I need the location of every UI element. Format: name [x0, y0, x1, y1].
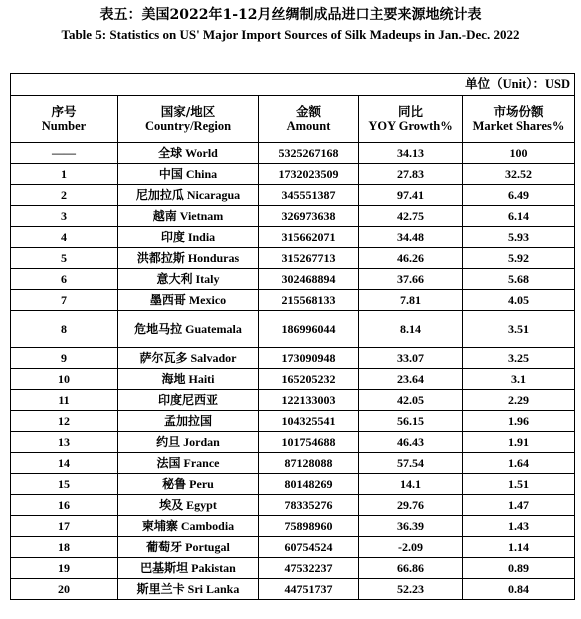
- cell-number: 11: [11, 390, 118, 411]
- table-row: [11, 369, 575, 390]
- cell-yoy-growth: 57.54: [359, 453, 463, 474]
- cell-country: 巴基斯坦 Pakistan: [118, 558, 259, 579]
- cell-yoy-growth: -2.09: [359, 537, 463, 558]
- header-share-en: Market Shares%: [472, 119, 565, 133]
- table-row: [11, 269, 575, 290]
- cell-market-share: 5.68: [463, 269, 575, 290]
- cell-amount: 60754524: [259, 537, 359, 558]
- cell-yoy-growth: 29.76: [359, 495, 463, 516]
- cell-country: 越南 Vietnam: [118, 206, 259, 227]
- header-yoy-en: YOY Growth%: [368, 119, 453, 133]
- cell-amount: 104325541: [259, 411, 359, 432]
- cell-country: 秘鲁 Peru: [118, 474, 259, 495]
- table-row: [11, 290, 575, 311]
- cell-number: 7: [11, 290, 118, 311]
- cell-market-share: 100: [463, 143, 575, 164]
- header-country-en: Country/Region: [144, 119, 232, 133]
- header-amount-en: Amount: [286, 119, 331, 133]
- cell-yoy-growth: 27.83: [359, 164, 463, 185]
- cell-market-share: 6.49: [463, 185, 575, 206]
- cell-amount: 101754688: [259, 432, 359, 453]
- header-share: [463, 96, 575, 143]
- table-row: [11, 164, 575, 185]
- cell-number: 8: [11, 311, 118, 348]
- header-yoy-cn: 同比: [397, 104, 423, 119]
- cell-country: 约旦 Jordan: [118, 432, 259, 453]
- table-row: [11, 579, 575, 600]
- cell-market-share: 1.14: [463, 537, 575, 558]
- cell-yoy-growth: 14.1: [359, 474, 463, 495]
- cell-market-share: 3.25: [463, 348, 575, 369]
- cell-amount: 326973638: [259, 206, 359, 227]
- cell-amount: 315662071: [259, 227, 359, 248]
- cell-country: 印度尼西亚: [118, 390, 259, 411]
- cell-country: 萨尔瓦多 Salvador: [118, 348, 259, 369]
- table-row: [11, 495, 575, 516]
- cell-country: 孟加拉国: [118, 411, 259, 432]
- cell-yoy-growth: 46.26: [359, 248, 463, 269]
- cell-country: 印度 India: [118, 227, 259, 248]
- table-row: [11, 411, 575, 432]
- table-row: [11, 206, 575, 227]
- cell-amount: 173090948: [259, 348, 359, 369]
- cell-yoy-growth: 42.05: [359, 390, 463, 411]
- cell-country: 海地 Haiti: [118, 369, 259, 390]
- unit-row: [11, 74, 575, 96]
- cell-amount: 5325267168: [259, 143, 359, 164]
- cell-number: 15: [11, 474, 118, 495]
- cell-amount: 302468894: [259, 269, 359, 290]
- table-row: [11, 432, 575, 453]
- import-sources-table: [10, 73, 575, 600]
- table-row: [11, 248, 575, 269]
- cell-number: 9: [11, 348, 118, 369]
- cell-number: 2: [11, 185, 118, 206]
- cell-market-share: 1.64: [463, 453, 575, 474]
- cell-market-share: 1.43: [463, 516, 575, 537]
- header-amount: [259, 96, 359, 143]
- cell-market-share: 3.1: [463, 369, 575, 390]
- cell-market-share: 0.89: [463, 558, 575, 579]
- header-share-cn: 市场份额: [493, 104, 544, 119]
- cell-number: 14: [11, 453, 118, 474]
- table-row: [11, 474, 575, 495]
- header-country-cn: 国家/地区: [160, 104, 216, 119]
- cell-market-share: 1.91: [463, 432, 575, 453]
- cell-yoy-growth: 23.64: [359, 369, 463, 390]
- cell-yoy-growth: 42.75: [359, 206, 463, 227]
- table-row: [11, 558, 575, 579]
- header-number: [11, 96, 118, 143]
- cell-amount: 215568133: [259, 290, 359, 311]
- cell-yoy-growth: 56.15: [359, 411, 463, 432]
- cell-number: 4: [11, 227, 118, 248]
- cell-amount: 345551387: [259, 185, 359, 206]
- unit-label: 单位（Unit）：USD: [11, 74, 575, 96]
- table-title-english: Table 5: Statistics on US' Major Import Sources of Silk Madeups in Jan.-Dec. 2022: [61, 27, 520, 42]
- cell-country: 斯里兰卡 Sri Lanka: [118, 579, 259, 600]
- cell-amount: 47532237: [259, 558, 359, 579]
- cell-amount: 165205232: [259, 369, 359, 390]
- cell-country: 尼加拉瓜 Nicaragua: [118, 185, 259, 206]
- table-row: [11, 311, 575, 348]
- cell-amount: 44751737: [259, 579, 359, 600]
- cell-yoy-growth: 34.48: [359, 227, 463, 248]
- table-row: [11, 390, 575, 411]
- cell-number: 17: [11, 516, 118, 537]
- cell-market-share: 1.96: [463, 411, 575, 432]
- cell-number: 10: [11, 369, 118, 390]
- table-row: [11, 185, 575, 206]
- cell-amount: 186996044: [259, 311, 359, 348]
- cell-yoy-growth: 33.07: [359, 348, 463, 369]
- cell-amount: 122133003: [259, 390, 359, 411]
- cell-amount: 315267713: [259, 248, 359, 269]
- header-yoy: [359, 96, 463, 143]
- cell-yoy-growth: 34.13: [359, 143, 463, 164]
- cell-country: 全球 World: [118, 143, 259, 164]
- cell-country: 法国 France: [118, 453, 259, 474]
- cell-yoy-growth: 52.23: [359, 579, 463, 600]
- cell-country: 中国 China: [118, 164, 259, 185]
- header-number-cn: 序号: [51, 104, 77, 119]
- cell-yoy-growth: 66.86: [359, 558, 463, 579]
- table-row: [11, 227, 575, 248]
- cell-number: 19: [11, 558, 118, 579]
- cell-yoy-growth: 37.66: [359, 269, 463, 290]
- cell-yoy-growth: 36.39: [359, 516, 463, 537]
- table-row: [11, 453, 575, 474]
- cell-number: 13: [11, 432, 118, 453]
- cell-amount: 1732023509: [259, 164, 359, 185]
- cell-country: 柬埔寨 Cambodia: [118, 516, 259, 537]
- cell-number: 12: [11, 411, 118, 432]
- cell-amount: 80148269: [259, 474, 359, 495]
- table-row: [11, 348, 575, 369]
- cell-number: 1: [11, 164, 118, 185]
- cell-number: 6: [11, 269, 118, 290]
- cell-market-share: 3.51: [463, 311, 575, 348]
- table-row: [11, 516, 575, 537]
- table-title-chinese: 表五：美国2022年1-12月丝绸制成品进口主要来源地统计表: [99, 7, 482, 23]
- cell-country: 墨西哥 Mexico: [118, 290, 259, 311]
- cell-amount: 87128088: [259, 453, 359, 474]
- cell-country: 洪都拉斯 Honduras: [118, 248, 259, 269]
- cell-market-share: 4.05: [463, 290, 575, 311]
- cell-country: 危地马拉 Guatemala: [118, 311, 259, 348]
- cell-yoy-growth: 97.41: [359, 185, 463, 206]
- cell-market-share: 1.47: [463, 495, 575, 516]
- cell-market-share: 5.93: [463, 227, 575, 248]
- cell-yoy-growth: 46.43: [359, 432, 463, 453]
- table-row: [11, 143, 575, 164]
- cell-market-share: 1.51: [463, 474, 575, 495]
- cell-number: 3: [11, 206, 118, 227]
- cell-country: 意大利 Italy: [118, 269, 259, 290]
- cell-number: 5: [11, 248, 118, 269]
- cell-amount: 75898960: [259, 516, 359, 537]
- cell-yoy-growth: 7.81: [359, 290, 463, 311]
- header-number-en: Number: [41, 119, 87, 133]
- cell-amount: 78335276: [259, 495, 359, 516]
- cell-market-share: 6.14: [463, 206, 575, 227]
- header-country: [118, 96, 259, 143]
- cell-yoy-growth: 8.14: [359, 311, 463, 348]
- cell-number: ——: [11, 143, 118, 164]
- cell-country: 埃及 Egypt: [118, 495, 259, 516]
- cell-number: 16: [11, 495, 118, 516]
- cell-market-share: 32.52: [463, 164, 575, 185]
- table-row: [11, 537, 575, 558]
- cell-market-share: 2.29: [463, 390, 575, 411]
- header-row: [11, 96, 575, 143]
- cell-market-share: 5.92: [463, 248, 575, 269]
- header-amount-cn: 金额: [295, 104, 321, 119]
- cell-country: 葡萄牙 Portugal: [118, 537, 259, 558]
- cell-number: 18: [11, 537, 118, 558]
- cell-number: 20: [11, 579, 118, 600]
- cell-market-share: 0.84: [463, 579, 575, 600]
